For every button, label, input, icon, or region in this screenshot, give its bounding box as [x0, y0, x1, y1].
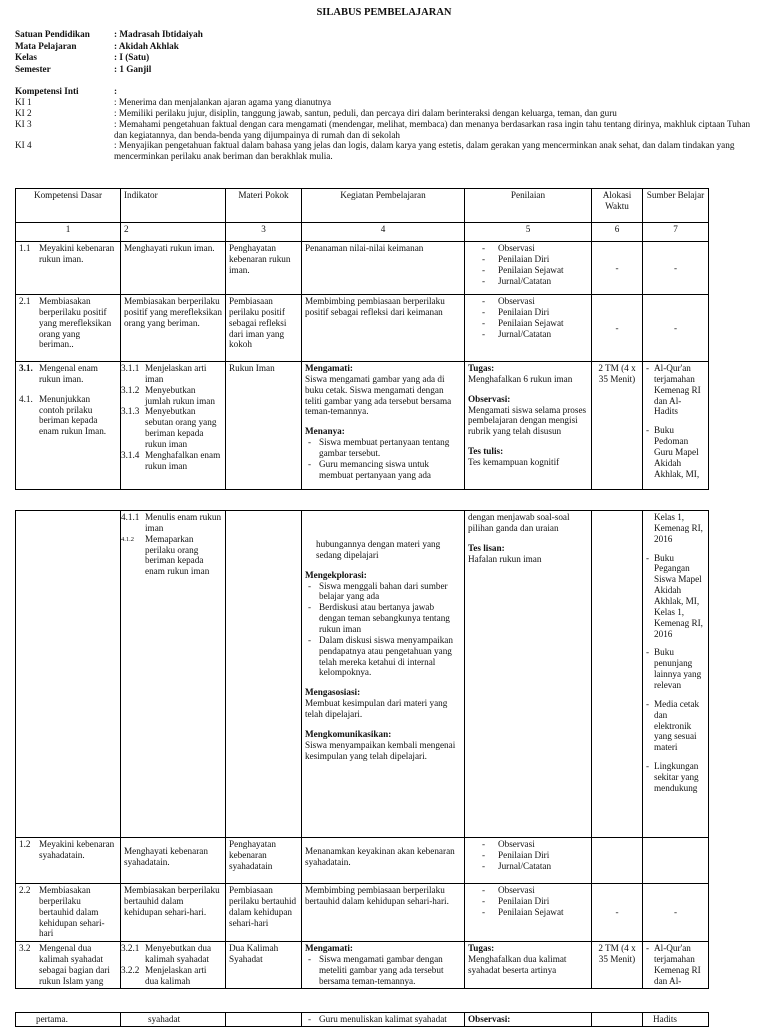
- penilaian-item: - Observasi: [468, 296, 588, 307]
- indikator-cell: [121, 942, 226, 989]
- indikator-number: 3.1.2: [121, 384, 140, 395]
- sumber-cell: -: [643, 884, 709, 942]
- kegiatan-heading: Mengasosiasi:: [305, 687, 361, 698]
- kegiatan-heading: Mengkomunikasikan:: [305, 728, 392, 739]
- penilaian-heading: Tes tulis:: [468, 446, 504, 457]
- meta-row: [15, 64, 755, 76]
- penilaian-text: Tes kemampuan kognitif: [468, 457, 560, 468]
- penilaian-item: - Penilaian Sejawat: [468, 265, 588, 276]
- ki-label: KI 4: [15, 140, 32, 151]
- alokasi-cell: 2 TM (4 x 35 Menit): [592, 942, 643, 989]
- ki-text: : Memiliki perilaku jujur, disiplin, tanggung jawab, santun, peduli, dan percaya diri dalam berinteraksi dengan keluarga, teman, dan guru: [114, 107, 617, 118]
- penilaian-item: - Penilaian Sejawat: [468, 907, 588, 918]
- materi-cell: Pembiasaan perilaku positif sebagai refleksi dari iman yang kokoh: [226, 295, 302, 362]
- kegiatan-heading: Mengamati:: [305, 943, 353, 953]
- identity-block: [15, 29, 755, 75]
- kd-cell: [16, 884, 121, 942]
- alokasi-cell: [592, 511, 643, 838]
- materi-cell: Pembiasaan perilaku bertauhid dalam kehidupan sehari-hari: [226, 884, 302, 942]
- header-penilaian: Penilaian: [465, 189, 592, 223]
- sumber-cell: Kelas 1, Kemenag RI, 2016 - Buku Pegangan Siswa Mapel Akidah Akhlak, MI, Kelas 1, Kemenag RI, 2016 - Buku penunjang lainnya yang relevan - Media cetak dan elektronik yang sesuai materi - Lingkungan sekitar yang mendukung: [643, 511, 709, 838]
- sumber-cell: -: [643, 295, 709, 362]
- indikator-number: 4.1.2: [121, 535, 134, 543]
- indikator-cell: Menghayati kebenaran syahadatain.: [121, 838, 226, 884]
- penilaian-cell: Observasi:: [465, 1013, 592, 1027]
- header-alokasi-waktu: Alokasi Waktu: [592, 189, 643, 223]
- penilaian-item: - Observasi: [468, 243, 588, 254]
- kd-number: 3.1.: [19, 363, 33, 373]
- indikator-cell: Membiasakan berperilaku bertauhid dalam kehidupan sehari-hari.: [121, 884, 226, 942]
- penilaian-cell: [465, 942, 592, 989]
- penilaian-text: Menghafalkan dua kalimat syahadat beserta artinya: [468, 953, 567, 975]
- indikator-text: Menyebutkan jumlah rukun iman: [145, 384, 215, 406]
- kd-number: 1.1: [19, 243, 31, 253]
- sumber-cell: - Al-Qur'an terjamahan Kemenag RI dan Al-Hadits - Buku Pedoman Guru Mapel Akidah Akhlak, MI,: [643, 362, 709, 490]
- kd-number: 2.2: [19, 885, 31, 895]
- indikator-text: Menjelaskan arti iman: [145, 363, 207, 384]
- kegiatan-item: - Siswa menggali bahan dari sumber belajar yang ada: [305, 581, 461, 603]
- indikator-number: 3.1.1: [121, 363, 140, 373]
- indikator-text: Memaparkan perilaku orang beriman kepada enam rukun iman: [145, 533, 210, 577]
- table-row: [16, 511, 709, 838]
- meta-row: [15, 29, 755, 41]
- header-kegiatan: Kegiatan Pembelajaran: [302, 189, 465, 223]
- indikator-text: Menjelaskan arti dua kalimah: [145, 964, 207, 986]
- penilaian-item: - Penilaian Diri: [468, 850, 588, 861]
- col-number: 1: [16, 223, 121, 242]
- indikator-cell: Menghayati rukun iman.: [121, 242, 226, 295]
- kd-cell: [16, 511, 121, 838]
- indikator-number: 3.2.2: [121, 964, 140, 975]
- indikator-text: Menghafalkan enam rukun iman: [145, 449, 221, 471]
- ki-heading-label: Kompetensi Inti: [15, 86, 79, 96]
- indikator-number: 3.2.1: [121, 943, 140, 953]
- penilaian-cell: [465, 511, 592, 838]
- penilaian-cell: [465, 838, 592, 884]
- ki-label: KI 3: [15, 118, 32, 129]
- penilaian-heading: Tes lisan:: [468, 542, 505, 553]
- indikator-text: Menulis enam rukun iman: [145, 512, 222, 533]
- kegiatan-text: Siswa mengamati gambar yang ada di buku cetak. Siswa mengamati dengan teliti gambar yang ada tersebut bersama teman-temannya.: [305, 373, 452, 417]
- kegiatan-text: Siswa menyampaikan kembali mengenai kesimpulan yang telah dipelajari.: [305, 739, 456, 761]
- kegiatan-item: - Siswa mengamati gambar dengan meteliti gambar yang ada tersebut bersama teman-temannya.: [305, 954, 461, 987]
- materi-cell: Penghayatan kebenaran rukun iman.: [226, 242, 302, 295]
- kd-text: Meyakini kebenaran syahadatain.: [39, 839, 115, 860]
- sumber-item: Al-Qur'an terjamahan Kemenag RI dan Al-: [654, 943, 701, 986]
- penilaian-item: - Penilaian Diri: [468, 254, 588, 265]
- sumber-cell: - Al-Qur'an terjamahan Kemenag RI dan Al-: [643, 942, 709, 989]
- kegiatan-cell: Penanaman nilai-nilai keimanan: [302, 242, 465, 295]
- penilaian-item: - Penilaian Sejawat: [468, 318, 588, 329]
- penilaian-item: - Observasi: [468, 839, 588, 850]
- penilaian-text: dengan menjawab soal-soal pilihan ganda dan uraian: [468, 512, 570, 533]
- alokasi-cell: -: [592, 884, 643, 942]
- header-indikator: Indikator: [121, 189, 226, 223]
- ki-label: KI 2: [15, 107, 32, 118]
- meta-label: Kelas: [15, 52, 37, 62]
- penilaian-item: - Observasi: [468, 885, 588, 896]
- ki-text: : Menyajikan pengetahuan faktual dalam bahasa yang jelas dan logis, dalam karya yang estetis, dalam gerakan yang mencerminkan anak sehat, dan dalam tindakan yang mencerminkan perilaku anak beriman dan berakhlak mulia.: [114, 140, 735, 162]
- table-row: [16, 295, 709, 362]
- kegiatan-cell: Menanamkan keyakinan akan kebenaran syahadatain.: [302, 838, 465, 884]
- kd-text: Mengenal dua kalimah syahadat sebagai bagian dari rukun Islam yang: [39, 943, 110, 986]
- kegiatan-heading: Mengamati:: [305, 363, 353, 373]
- meta-value: : 1 Ganjil: [114, 63, 152, 74]
- meta-row: [15, 52, 755, 64]
- penilaian-text: Menghafalkan 6 rukun iman: [468, 373, 573, 384]
- table-row: [16, 1013, 709, 1027]
- penilaian-item: - Penilaian Diri: [468, 896, 588, 907]
- kd-text: Membiasakan berperilaku bertauhid dalam kehidupan sehari-hari: [39, 885, 105, 939]
- header-materi-pokok: Materi Pokok: [226, 189, 302, 223]
- penilaian-heading: Observasi:: [468, 393, 511, 404]
- sumber-item: Buku Pegangan Siswa Mapel Akidah Akhlak, MI, Kelas 1, Kemenag RI, 2016: [654, 552, 703, 639]
- sumber-item: Lingkungan sekitar yang mendukung: [654, 761, 699, 793]
- meta-label: Mata Pelajaran: [15, 40, 77, 51]
- kegiatan-cell: Membimbing pembiasaan berperilaku positif sebagai refleksi dari keimanan: [302, 295, 465, 362]
- table-row: [16, 838, 709, 884]
- kd-cell: [16, 242, 121, 295]
- col-number: 2: [121, 223, 226, 242]
- penilaian-heading: Tugas:: [468, 363, 495, 373]
- sumber-item: Buku penunjang lainnya yang relevan: [654, 647, 702, 691]
- header-kompetensi-dasar: Kompetensi Dasar: [16, 189, 121, 223]
- penilaian-item: - Penilaian Diri: [468, 307, 588, 318]
- alokasi-cell: 2 TM (4 x 35 Menit): [592, 362, 643, 490]
- indikator-text: Menyebutkan sebutan orang yang beriman kepada rukun iman: [145, 406, 217, 450]
- materi-cell: Penghayatan kebenaran syahadatain: [226, 838, 302, 884]
- col-number: 5: [465, 223, 592, 242]
- page-title: SILABUS PEMBELAJARAN: [316, 7, 452, 18]
- meta-label: Semester: [15, 63, 51, 74]
- penilaian-cell: [465, 362, 592, 490]
- kegiatan-text: hubungannya dengan materi yang sedang dipelajari: [316, 539, 441, 560]
- sumber-item: Kelas 1, Kemenag RI, 2016: [654, 512, 703, 544]
- kegiatan-cell: [302, 362, 465, 490]
- penilaian-item: - Jurnal/Catatan: [468, 861, 588, 872]
- sumber-cell: Hadits: [643, 1013, 709, 1027]
- meta-value: : Madrasah Ibtidaiyah: [114, 29, 203, 39]
- materi-cell: Rukun Iman: [226, 362, 302, 490]
- kd-text: Meyakini kebenaran rukun iman.: [39, 243, 115, 264]
- penilaian-item: - Jurnal/Catatan: [468, 276, 588, 287]
- ki-heading-colon: :: [114, 86, 118, 96]
- syllabus-table-part-2: [15, 510, 709, 989]
- col-number: 6: [592, 223, 643, 242]
- ki-text: : Menerima dan menjalankan ajaran agama yang dianutnya: [114, 97, 332, 107]
- kd-cell: pertama.: [16, 1013, 121, 1027]
- header-row: [16, 189, 709, 223]
- kd-text: Mengenal enam rukun iman.: [39, 363, 98, 384]
- penilaian-cell: [465, 242, 592, 295]
- kd-number: 4.1.: [19, 393, 33, 404]
- kd-text: Membiasakan berperilaku positif yang merefleksikan orang yang beriman..: [39, 296, 112, 350]
- col-number: 3: [226, 223, 302, 242]
- ki-row: [15, 140, 755, 162]
- penilaian-text: Hafalan rukun iman: [468, 553, 542, 564]
- kegiatan-heading: Menanya:: [305, 426, 345, 437]
- kegiatan-item: - Guru menuliskan kalimat syahadat: [305, 1014, 461, 1025]
- kd-cell: [16, 838, 121, 884]
- materi-cell: [226, 511, 302, 838]
- kegiatan-text: Membuat kesimpulan dari materi yang telah dipelajari.: [305, 698, 448, 720]
- ki-heading: [15, 86, 755, 97]
- meta-value: : Akidah Akhlak: [114, 40, 179, 51]
- indikator-number: 4.1.1: [121, 512, 140, 522]
- table-row: [16, 242, 709, 295]
- ki-row: [15, 119, 755, 141]
- indikator-cell: Membiasakan berperilaku positif yang merefleksikan orang yang beriman.: [121, 295, 226, 362]
- alokasi-cell: [592, 1013, 643, 1027]
- sumber-item: Buku Pedoman Guru Mapel Akidah Akhlak, MI,: [654, 425, 700, 479]
- ki-label: KI 1: [15, 97, 32, 107]
- kd-text: Menunjukkan contoh prilaku beriman kepada enam rukun Iman.: [39, 393, 107, 437]
- table-row: [16, 884, 709, 942]
- penilaian-text: Mengamati siswa selama proses pembelajaran dengan mengisi rubrik yang telah disusun: [468, 404, 587, 437]
- ki-row: [15, 97, 755, 108]
- materi-cell: Dua Kalimah Syahadat: [226, 942, 302, 989]
- table-row: [16, 942, 709, 989]
- sumber-cell: -: [643, 242, 709, 295]
- kegiatan-cell: [302, 1013, 465, 1027]
- kompetensi-inti-block: [15, 86, 755, 162]
- header-sumber-belajar: Sumber Belajar: [643, 189, 709, 223]
- kd-cell: [16, 942, 121, 989]
- syllabus-table-part-3: [15, 1012, 709, 1027]
- indikator-cell: [121, 362, 226, 490]
- kd-number: 2.1: [19, 296, 31, 306]
- materi-cell: [226, 1013, 302, 1027]
- kegiatan-cell: Membimbing pembiasaan berperilaku bertauhid dalam kehidupan sehari-hari.: [302, 884, 465, 942]
- indikator-text: Menyebutkan dua kalimah syahadat: [145, 943, 212, 964]
- meta-label: Satuan Pendidikan: [15, 29, 90, 39]
- kegiatan-item: - Siswa membuat pertanyaan tentang gambar tersebut.: [305, 437, 461, 459]
- col-number: 4: [302, 223, 465, 242]
- kegiatan-item: - Berdiskusi atau bertanya jawab dengan teman sebangkunya tentang rukun iman: [305, 602, 461, 635]
- kegiatan-heading: Mengekplorasi:: [305, 569, 367, 580]
- sumber-item: Al-Qur'an terjamahan Kemenag RI dan Al-Hadits: [654, 363, 701, 417]
- ki-row: [15, 108, 755, 119]
- penilaian-cell: [465, 295, 592, 362]
- column-number-row: [16, 223, 709, 242]
- indikator-number: 3.1.4: [121, 449, 140, 460]
- kd-number: 3.2: [19, 943, 31, 953]
- kegiatan-item: - Guru memancing siswa untuk membuat pertanyaan yang ada: [305, 459, 461, 481]
- penilaian-cell: [465, 884, 592, 942]
- indikator-cell: [121, 511, 226, 838]
- kd-number: 1.2: [19, 839, 31, 849]
- ki-text: : Memahami pengetahuan faktual dengan cara mengamati (mendengar, melihat, membaca) dan menanya berdasarkan rasa ingin tahu tentang dirinya, makhluk ciptaan Tuhan dan kegiatannya, dan benda-benda yang dijumpainya di rumah dan di sekolah: [114, 118, 751, 140]
- kd-cell: [16, 362, 121, 490]
- penilaian-item: - Jurnal/Catatan: [468, 329, 588, 340]
- kegiatan-cell: [302, 942, 465, 989]
- kd-cell: [16, 295, 121, 362]
- penilaian-heading: Tugas:: [468, 943, 495, 953]
- sumber-cell: [643, 838, 709, 884]
- table-row: [16, 362, 709, 490]
- kegiatan-cell: [302, 511, 465, 838]
- alokasi-cell: [592, 838, 643, 884]
- indikator-number: 3.1.3: [121, 406, 140, 417]
- meta-row: [15, 41, 755, 53]
- kegiatan-item: - Dalam diskusi siswa menyampaikan pendapatnya atau pengetahuan yang telah mereka ketahui di internal kelompoknya.: [305, 635, 461, 678]
- syllabus-table-part-1: [15, 188, 709, 490]
- alokasi-cell: -: [592, 295, 643, 362]
- alokasi-cell: -: [592, 242, 643, 295]
- col-number: 7: [643, 223, 709, 242]
- meta-value: : I (Satu): [114, 52, 150, 62]
- sumber-item: Media cetak dan elektronik yang sesuai materi: [654, 698, 700, 753]
- indikator-cell: syahadat: [121, 1013, 226, 1027]
